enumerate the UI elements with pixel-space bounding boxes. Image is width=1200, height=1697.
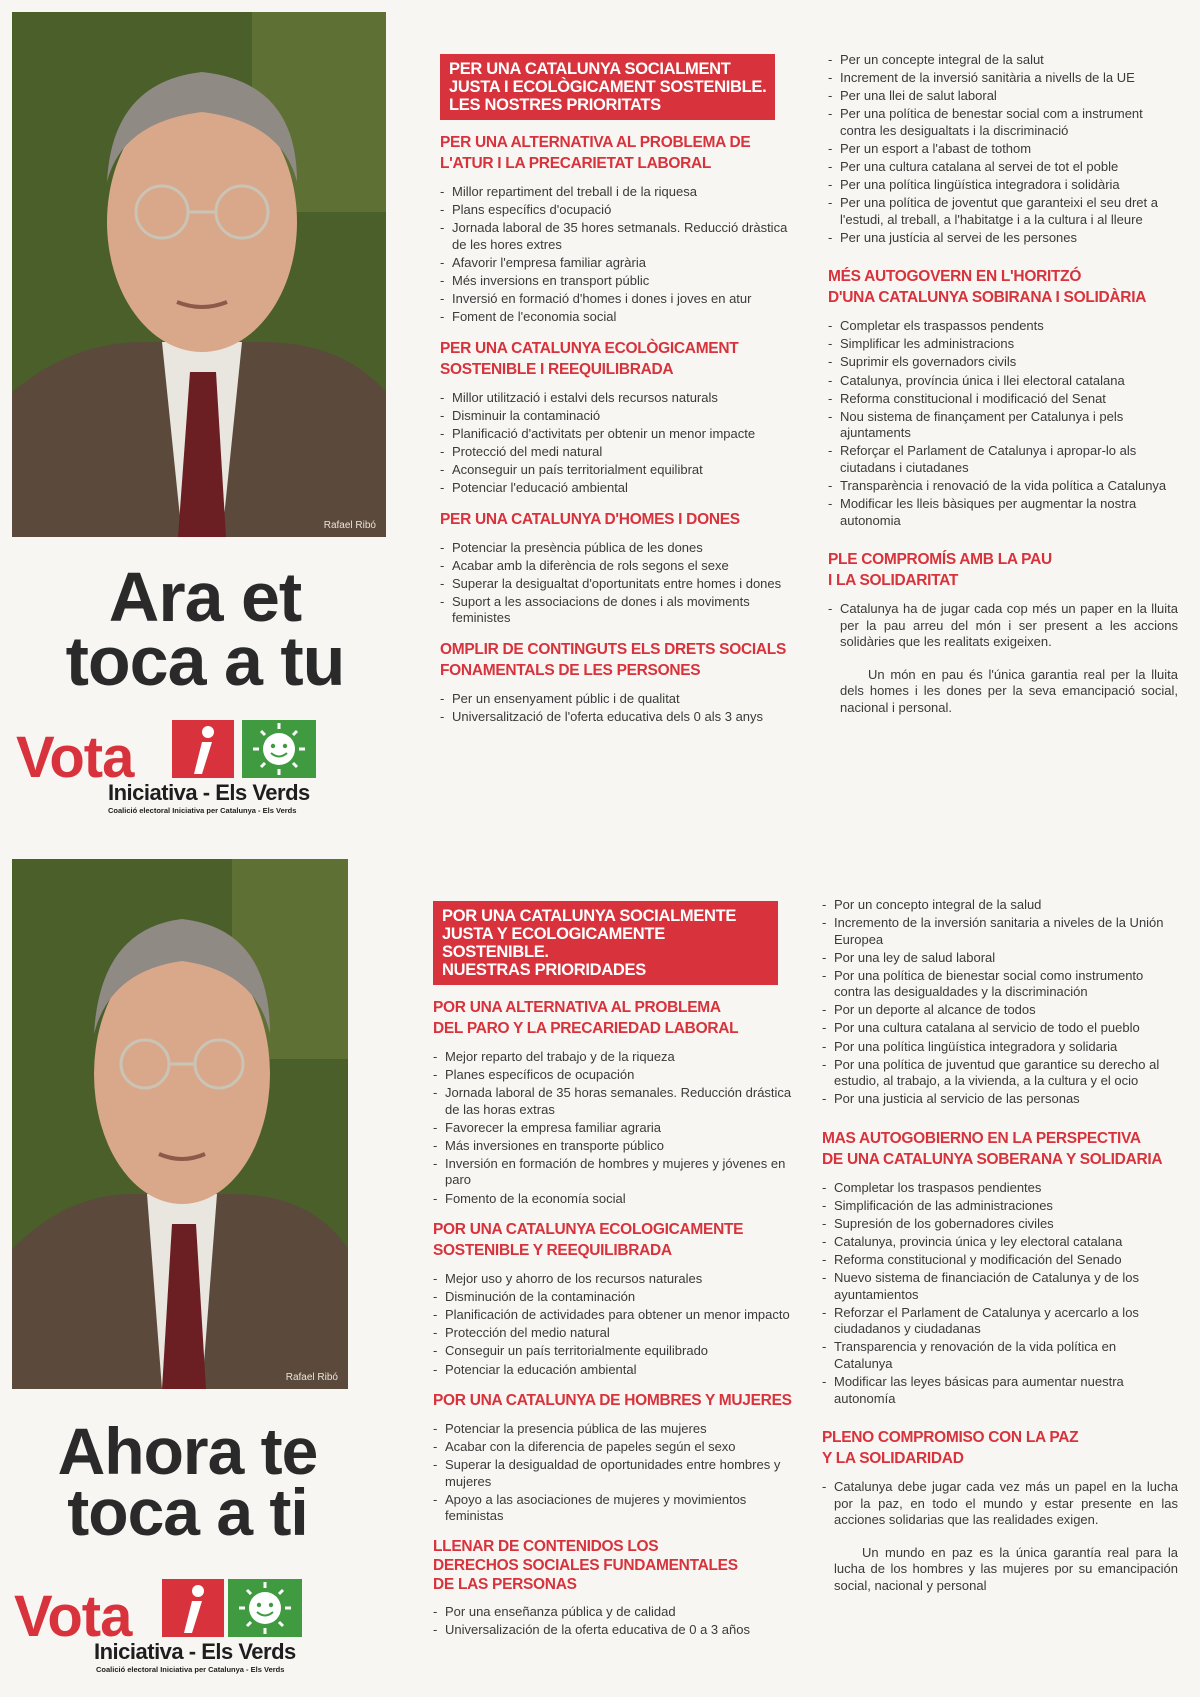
photo-caption: Rafael Ribó bbox=[323, 520, 376, 531]
peace-paragraph: Un món en pau és l'única garantia real per la lluita dels homes i les dones per la seva emancipació social, nacional i personal. bbox=[840, 666, 1178, 715]
list-item: - Millor utilització i estalvi dels recursos naturals bbox=[440, 390, 798, 407]
list-item: - Completar los traspasos pendientes bbox=[822, 1180, 1178, 1197]
list-item: - Por una justicia al servicio de las personas bbox=[822, 1091, 1178, 1108]
list-item: - Potenciar l'educació ambiental bbox=[440, 480, 798, 497]
list-item: - Reforma constitucional i modificació del Senat bbox=[828, 391, 1178, 408]
list-item: - Simplificación de las administraciones bbox=[822, 1198, 1178, 1215]
list-item: - Foment de l'economia social bbox=[440, 309, 798, 326]
list-item: - Superar la desigualtat d'oportunitats entre homes i dones bbox=[440, 576, 798, 593]
list-item: - Supresión de los gobernadores civiles bbox=[822, 1216, 1178, 1233]
list-item: - Reforçar el Parlament de Catalunya i apropar-lo als ciutadans i ciutadanes bbox=[828, 443, 1178, 476]
vote-logo-block bbox=[16, 720, 376, 820]
candidate-photo bbox=[12, 12, 386, 537]
list-item: - Reforzar el Parlament de Catalunya y acercarlo a los ciudadanos y ciudadanas bbox=[822, 1305, 1178, 1338]
list-item: - Por una enseñanza pública y de calidad bbox=[433, 1604, 793, 1621]
list-item: - Potenciar la presència pública de les dones bbox=[440, 540, 798, 557]
list-item: - Per una cultura catalana al servei de tot el poble bbox=[828, 159, 1178, 176]
list-item: - Mejor reparto del trabajo y de la riqueza bbox=[433, 1049, 793, 1066]
list-item: - Afavorir l'empresa familiar agrària bbox=[440, 255, 798, 272]
list-item: - Planes específicos de ocupación bbox=[433, 1067, 793, 1084]
heading-social-rights: OMPLIR DE CONTINGUTS ELS DRETS SOCIALS FONAMENTALS DE LES PERSONES bbox=[440, 640, 786, 679]
list-item: - Més inversions en transport públic bbox=[440, 273, 798, 290]
list-item: - Suport a les associacions de dones i als moviments feministes bbox=[440, 594, 798, 627]
list-item: - Potenciar la presencia pública de las mujeres bbox=[433, 1421, 793, 1438]
list-item: - Por una política lingüística integradora y solidaria bbox=[822, 1039, 1178, 1056]
list-item: - Inversión en formación de hombres y mujeres y jóvenes en paro bbox=[433, 1156, 793, 1189]
list-item: - Reforma constitucional y modificación del Senado bbox=[822, 1252, 1178, 1269]
list-item: - Per un concepte integral de la salut bbox=[828, 52, 1178, 69]
list-item: - Per una política lingüística integradora i solidària bbox=[828, 177, 1178, 194]
vote-word: Vota bbox=[16, 725, 134, 790]
slogan-line-2: toca a ti bbox=[67, 1474, 308, 1549]
list-item: - Más inversiones en transporte público bbox=[433, 1138, 793, 1155]
heading-self-government: MAS AUTOGOBIERNO EN LA PERSPECTIVA DE UNA CATALUNYA SOBERANA Y SOLIDARIA bbox=[822, 1129, 1163, 1168]
heading-ecology: PER UNA CATALUNYA ECOLÒGICAMENT SOSTENIBLE I REEQUILIBRADA bbox=[440, 339, 739, 378]
list-item: - Plans específics d'ocupació bbox=[440, 202, 798, 219]
list-item: - Universalització de l'oferta educativa dels 0 als 3 anys bbox=[440, 709, 798, 726]
list-item: - Acabar con la diferencia de papeles según el sexo bbox=[433, 1439, 793, 1456]
heading-unemployment: PER UNA ALTERNATIVA AL PROBLEMA DE L'ATUR I LA PRECARIETAT LABORAL bbox=[440, 134, 751, 172]
list-item: - Protecció del medi natural bbox=[440, 444, 798, 461]
sun-icon bbox=[242, 720, 316, 778]
list-item: - Nou sistema de finançament per Catalunya i pels ajuntaments bbox=[828, 409, 1178, 442]
list-item: - Per una política de joventut que garanteixi el seu dret a l'estudi, al treball, a l'habitatge i a la cultura i al lleure bbox=[828, 195, 1178, 228]
list-item: - Acabar amb la diferència de rols segons el sexe bbox=[440, 558, 798, 575]
vote-logo-block bbox=[14, 1579, 374, 1679]
list-item: - Jornada laboral de 35 horas semanales. Reducción drástica de las horas extras bbox=[433, 1085, 793, 1118]
peace-paragraph: Un mundo en paz es la única garantía real para la lucha de los hombres y las mujeres por su emancipación social, nacional y personal bbox=[834, 1544, 1178, 1593]
list-item: - Favorecer la empresa familiar agraria bbox=[433, 1120, 793, 1137]
slogan-line-1: Ahora te bbox=[57, 1414, 318, 1488]
list-social-rights bbox=[433, 1604, 793, 1639]
list-item: - Completar els traspassos pendents bbox=[828, 318, 1178, 335]
candidate-photo bbox=[12, 859, 348, 1389]
list-item: - Per un ensenyament públic i de qualitat bbox=[440, 691, 798, 708]
list-ecology bbox=[440, 390, 798, 497]
list-item: - Transparencia y renovación de la vida política en Catalunya bbox=[822, 1339, 1178, 1372]
party-name: Iniciativa - Els Verds bbox=[94, 1639, 296, 1664]
iniciativa-i-icon bbox=[172, 720, 234, 778]
list-item: - Planificación de actividades para obtener un menor impacto bbox=[433, 1307, 793, 1324]
list-item: - Transparència i renovació de la vida política a Catalunya bbox=[828, 478, 1178, 495]
heading-peace: PLE COMPROMÍS AMB LA PAU I LA SOLIDARITAT bbox=[828, 551, 1052, 589]
photo-caption: Rafael Ribó bbox=[285, 1372, 338, 1383]
heading-gender: PER UNA CATALUNYA D'HOMES I DONES bbox=[440, 510, 740, 528]
list-item: - Catalunya debe jugar cada vez más un papel en la lucha por la paz, en todo el mundo y estar presente en las acciones solidarias que las realidades exigen. bbox=[822, 1479, 1178, 1529]
priorities-column-2 bbox=[822, 897, 1178, 1602]
list-peace bbox=[822, 1479, 1178, 1529]
list-item: - Superar la desigualdad de oportunidades entre hombres y mujeres bbox=[433, 1457, 793, 1490]
list-item: - Suprimir els governadors civils bbox=[828, 354, 1178, 371]
list-item: - Catalunya, província única i llei electoral catalana bbox=[828, 373, 1178, 390]
heading-ecology: POR UNA CATALUNYA ECOLOGICAMENTE SOSTENIBLE Y REEQUILIBRADA bbox=[433, 1221, 744, 1260]
list-item: - Catalunya, provincia única y ley electoral catalana bbox=[822, 1234, 1178, 1251]
list-item: - Per un esport a l'abast de tothom bbox=[828, 141, 1178, 158]
list-gender bbox=[433, 1421, 793, 1525]
list-item: - Potenciar la educación ambiental bbox=[433, 1362, 793, 1379]
heading-unemployment: POR UNA ALTERNATIVA AL PROBLEMA DEL PARO Y LA PRECARIEDAD LABORAL bbox=[433, 999, 739, 1037]
sun-icon bbox=[228, 1579, 302, 1637]
list-item: - Por una política de bienestar social como instrumento contra las desigualdades y la discriminación bbox=[822, 968, 1178, 1001]
priorities-column-1 bbox=[440, 54, 798, 727]
list-item: - Jornada laboral de 35 hores setmanals. Reducció dràstica de les hores extres bbox=[440, 220, 798, 253]
list-item: - Modificar las leyes básicas para aumentar nuestra autonomía bbox=[822, 1374, 1178, 1407]
leaflet-catalan bbox=[0, 0, 1200, 848]
heading-social-rights: LLENAR DE CONTENIDOS LOS DERECHOS SOCIALES FUNDAMENTALES DE LAS PERSONAS bbox=[433, 1537, 738, 1593]
list-item: - Increment de la inversió sanitària a nivells de la UE bbox=[828, 70, 1178, 87]
list-item: - Disminuir la contaminació bbox=[440, 408, 798, 425]
priorities-banner: POR UNA CATALUNYA SOCIALMENTE JUSTA Y ECOLOGICAMENTE SOSTENIBLE. NUESTRAS PRIORIDADES bbox=[433, 901, 778, 985]
heading-peace: PLENO COMPROMISO CON LA PAZ Y LA SOLIDARIDAD bbox=[822, 1429, 1079, 1467]
slogan bbox=[20, 1414, 355, 1549]
list-item: - Nuevo sistema de financiación de Catalunya y de los ayuntamientos bbox=[822, 1270, 1178, 1303]
list-item: - Fomento de la economía social bbox=[433, 1191, 793, 1208]
list-social-rights bbox=[440, 691, 798, 726]
list-unemployment bbox=[440, 184, 798, 326]
list-item: - Apoyo a las asociaciones de mujeres y movimientos feministas bbox=[433, 1492, 793, 1525]
list-item: - Por una política de juventud que garantice su derecho al estudio, al trabajo, a la vivienda, a la cultura y el ocio bbox=[822, 1057, 1178, 1090]
list-item: - Catalunya ha de jugar cada cop més un paper en la lluita per la pau arreu del món i ser present a les accions solidàries que les realitats exigeixen. bbox=[828, 601, 1178, 651]
heading-gender: POR UNA CATALUNYA DE HOMBRES Y MUJERES bbox=[433, 1392, 792, 1410]
list-gender bbox=[440, 540, 798, 627]
coalition-text: Coalició electoral Iniciativa per Catalunya - Els Verds bbox=[108, 806, 297, 815]
list-item: - Per una justícia al servei de les persones bbox=[828, 230, 1178, 247]
portrait-illustration bbox=[12, 859, 348, 1389]
list-peace bbox=[828, 601, 1178, 651]
list-item: - Conseguir un país territorialmente equilibrado bbox=[433, 1343, 793, 1360]
list-item: - Simplificar les administracions bbox=[828, 336, 1178, 353]
list-item: - Por un deporte al alcance de todos bbox=[822, 1002, 1178, 1019]
list-social-rights-cont bbox=[828, 52, 1178, 246]
list-item: - Universalización de la oferta educativa de 0 a 3 años bbox=[433, 1622, 793, 1639]
priorities-column-2 bbox=[828, 52, 1178, 724]
party-name: Iniciativa - Els Verds bbox=[108, 780, 310, 805]
list-item: - Inversió en formació d'homes i dones i joves en atur bbox=[440, 291, 798, 308]
iniciativa-i-icon bbox=[162, 1579, 224, 1637]
list-item: - Per una llei de salut laboral bbox=[828, 88, 1178, 105]
list-item: - Protección del medio natural bbox=[433, 1325, 793, 1342]
list-social-rights-cont bbox=[822, 897, 1178, 1108]
list-ecology bbox=[433, 1271, 793, 1378]
vote-word: Vota bbox=[14, 1584, 132, 1649]
list-item: - Por un concepto integral de la salud bbox=[822, 897, 1178, 914]
list-item: - Per una política de benestar social com a instrument contra les desigualtats i la discriminació bbox=[828, 106, 1178, 139]
leaflet-spanish bbox=[0, 849, 1200, 1697]
list-item: - Por una cultura catalana al servicio de todo el pueblo bbox=[822, 1020, 1178, 1037]
list-item: - Modificar les lleis bàsiques per augmentar la nostra autonomia bbox=[828, 496, 1178, 529]
list-item: - Mejor uso y ahorro de los recursos naturales bbox=[433, 1271, 793, 1288]
slogan-line-2: toca a tu bbox=[65, 622, 345, 701]
portrait-illustration bbox=[12, 12, 386, 537]
list-self-government bbox=[828, 318, 1178, 529]
coalition-text: Coalició electoral Iniciativa per Catalunya - Els Verds bbox=[96, 1665, 285, 1674]
priorities-column-1 bbox=[433, 901, 793, 1640]
priorities-banner: PER UNA CATALUNYA SOCIALMENT JUSTA I ECOLÒGICAMENT SOSTENIBLE. LES NOSTRES PRIORITATS bbox=[440, 54, 775, 120]
list-item: - Por una ley de salud laboral bbox=[822, 950, 1178, 967]
slogan bbox=[30, 558, 380, 701]
list-item: - Incremento de la inversión sanitaria a niveles de la Unión Europea bbox=[822, 915, 1178, 948]
heading-self-government: MÉS AUTOGOVERN EN L'HORITZÓ D'UNA CATALUNYA SOBIRANA I SOLIDÀRIA bbox=[828, 268, 1147, 307]
list-unemployment bbox=[433, 1049, 793, 1207]
list-item: - Aconseguir un país territorialment equilibrat bbox=[440, 462, 798, 479]
list-item: - Planificació d'activitats per obtenir un menor impacte bbox=[440, 426, 798, 443]
list-self-government bbox=[822, 1180, 1178, 1407]
list-item: - Disminución de la contaminación bbox=[433, 1289, 793, 1306]
slogan-line-1: Ara et bbox=[108, 558, 302, 636]
list-item: - Millor repartiment del treball i de la riquesa bbox=[440, 184, 798, 201]
